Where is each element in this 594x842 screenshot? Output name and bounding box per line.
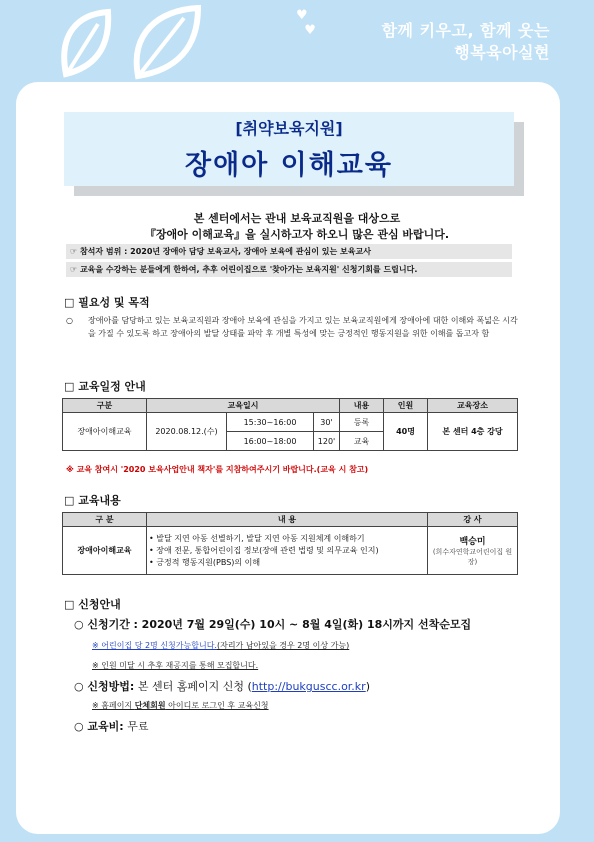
table-row [63, 413, 518, 432]
purpose-paragraph [66, 314, 520, 340]
table-cell-time: 15:30~16:00 [227, 413, 314, 432]
table-header: 내용 [340, 399, 384, 413]
lecturer-org: (희수자연학교어린이집 원장) [432, 548, 513, 566]
bullet-icon: ○ [66, 316, 73, 325]
table-header-row [63, 513, 518, 527]
apply-method-value: 본 센터 홈페이지 신청 ( [137, 680, 252, 693]
table-cell-content: 등록 [340, 413, 384, 432]
section-heading-apply: □ 신청안내 [64, 598, 121, 611]
banner-kicker: [취약보육지원] [235, 119, 343, 138]
table-cell-content: 교육 [340, 432, 384, 451]
slogan-line-2: 행복육아실현 [454, 43, 550, 62]
table-header-row [63, 399, 518, 413]
list-item: • 발달 지연 아동 선별하기, 발달 지연 아동 지원체계 이해하기 [149, 533, 365, 543]
apply-period-value: : 2020년 7월 29일(수) 10시 ~ 8월 4일(화) 18시까지 선착순모집 [133, 618, 472, 631]
table-cell-time: 16:00~18:00 [227, 432, 314, 451]
table-cell-lecturer [428, 527, 518, 575]
table-cell-date: 2020.08.12.(수) [147, 413, 227, 451]
login-note-b: 단체회원 [134, 701, 166, 710]
list-item: • 장애 전문, 통합어린이집 정보(장애 관련 법령 및 의무교육 인지) [149, 545, 379, 555]
leaf-icon [58, 4, 208, 84]
table-header: 인원 [384, 399, 428, 413]
section-heading-content: □ 교육내용 [64, 494, 121, 507]
table-cell-items [147, 527, 428, 575]
table-header: 구분 [63, 399, 147, 413]
table-header: 교육장소 [428, 399, 518, 413]
apply-period-note-1 [92, 640, 349, 651]
content-table [62, 512, 518, 575]
slogan [382, 20, 550, 64]
apply-fee-label: ○ 교육비: [74, 720, 124, 733]
section-heading-purpose: □ 필요성 및 목적 [64, 296, 150, 309]
section-heading-schedule: □ 교육일정 안내 [64, 380, 146, 393]
quota-note: ※ 어린이집 당 2명 신청가능합니다. [92, 641, 217, 650]
intro-line-2: 『장애아 이해교육』을 실시하고자 하오니 많은 관심 바랍니다. [144, 228, 450, 241]
homepage-link[interactable]: http://bukguscc.or.kr [251, 680, 366, 693]
table-cell-course: 장애아이해교육 [63, 413, 147, 451]
apply-period-label: ○ 신청기간 [74, 618, 130, 631]
table-cell-place: 본 센터 4층 강당 [428, 413, 518, 451]
notice-visiting-support: ☞ 교육을 수강하는 분들에게 한하여, 추후 어린이집으로 '찾아가는 보육지원' 신청기회를 드립니다. [66, 262, 512, 277]
apply-method-close: ) [365, 680, 370, 693]
apply-method [74, 678, 370, 694]
table-header: 구 분 [63, 513, 147, 527]
quota-extra-note: (자리가 남아있을 경우 2명 이상 가능) [216, 641, 350, 650]
apply-period [74, 616, 471, 632]
table-cell-course: 장애아이해교육 [63, 527, 147, 575]
table-header: 강 사 [428, 513, 518, 527]
list-item: • 긍정적 행동지원(PBS)의 이해 [149, 557, 261, 567]
table-cell-people: 40명 [384, 413, 428, 451]
intro-line-1: 본 센터에서는 관내 보육교직원을 대상으로 [193, 212, 401, 225]
table-row [63, 527, 518, 575]
apply-method-note [92, 700, 269, 711]
slogan-line-1: 함께 키우고, 함께 웃는 [381, 21, 550, 40]
notice-participants: ☞ 참석자 범위 : 2020년 장애아 담당 보육교사, 장애아 보육에 관심이 있는 보육교사 [66, 244, 512, 259]
table-cell-duration: 120' [314, 432, 340, 451]
apply-fee [74, 718, 148, 734]
table-cell-duration: 30' [314, 413, 340, 432]
lecturer-name: 백승미 [459, 537, 486, 547]
schedule-table [62, 398, 518, 451]
apply-period-note-2: ※ 인원 미달 시 추후 재공지를 통해 모집합니다. [92, 661, 259, 670]
hearts-icon: ♥ ♥ [296, 8, 316, 38]
login-note-a: ※ 홈페이지 [92, 701, 135, 710]
bring-booklet-note: ※ 교육 참여시 '2020 보육사업안내 책자'를 지참하여주시기 바랍니다.(교육 시 참고) [66, 465, 369, 474]
apply-method-label: ○ 신청방법: [74, 680, 135, 693]
login-note-c: 아이디로 로그인 후 교육신청 [165, 701, 269, 710]
table-header: 내 용 [147, 513, 428, 527]
apply-fee-value: 무료 [127, 720, 149, 733]
page-title: 장애아 이해교육 [185, 150, 393, 181]
table-header: 교육일시 [147, 399, 340, 413]
purpose-text: 장애아를 담당하고 있는 보육교직원과 장애아 보육에 관심을 가지고 있는 보육교직원에게 장애아에 대한 이해와 폭넓은 시각을 가질 수 있도록 하고 장애아의 발달 상태를 파악 후 개별 특성에 맞는 긍정적인 행동지원을 위한 이해를 돕고자 함 [88, 316, 518, 338]
title-banner [64, 112, 514, 186]
